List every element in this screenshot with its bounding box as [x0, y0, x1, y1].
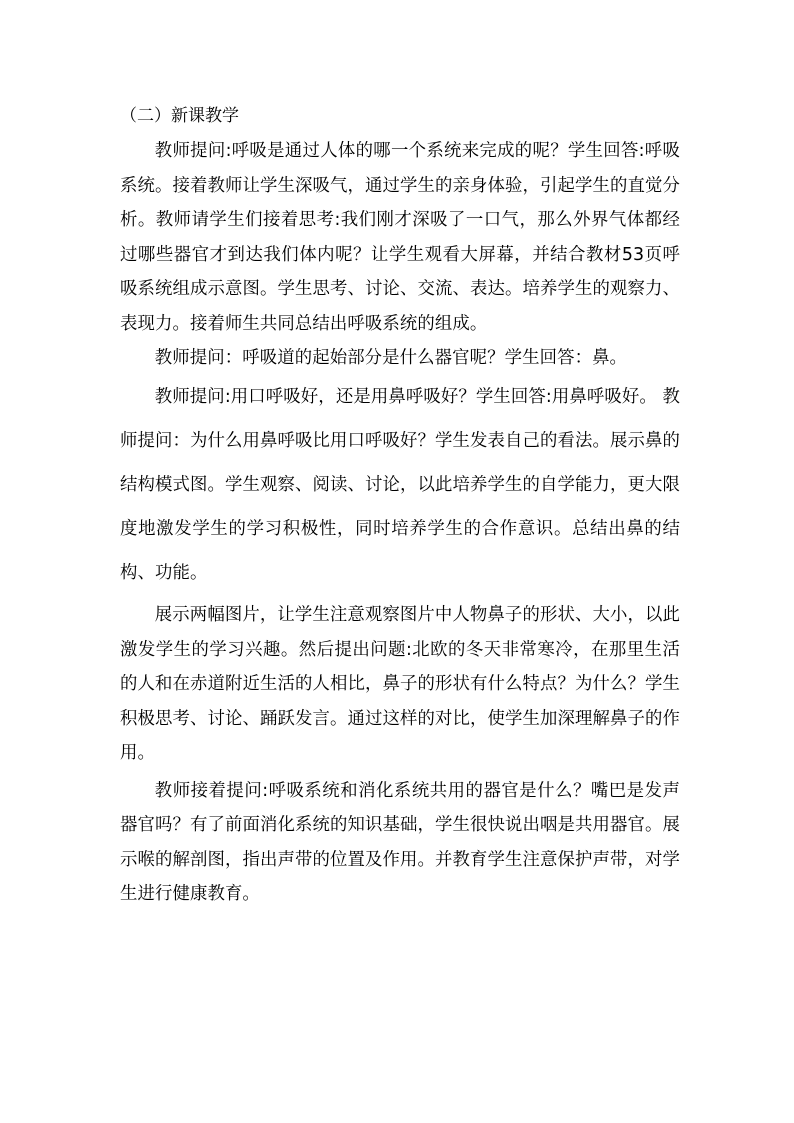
paragraph-nose-question: 教师提问：呼吸道的起始部分是什么器官呢？学生回答：鼻。 — [154, 348, 628, 368]
paragraph-nose-shape: 展示两幅图片，让学生注意观察图片中人物鼻子的形状、大小，以此激发学生的学习兴趣。然后提出问题:北欧的冬天非常寒冷，在那里生活的人和在赤道附近生活的人相比，鼻子的形状有什么特点？为什么？学生积极思考、讨论、踊跃发言。通过这样的对比，使学生加深理解鼻子的作用。 — [120, 605, 680, 763]
document-body — [120, 98, 680, 912]
paragraph-nose-breathing: 教师提问:用口呼吸好，还是用鼻呼吸好？学生回答:用鼻呼吸好。 教师提问：为什么用鼻呼吸比用口呼吸好？学生发表自己的看法。展示鼻的结构模式图。学生观察、阅读、讨论，以此培养学生的自学能力，更大限度地激发学生的学习积极性，同时培养学生的合作意识。总结出鼻的结构、功能。 — [120, 387, 680, 583]
paragraph-pharynx-larynx: 教师接着提问:呼吸系统和消化系统共用的器官是什么？嘴巴是发声器官吗？有了前面消化系统的知识基础，学生很快说出咽是共用器官。展示喉的解剖图，指出声带的位置及作用。并教育学生注意保护声带，对学生进行健康教育。 — [120, 780, 680, 904]
section-heading: （二）新课教学 — [120, 106, 239, 126]
paragraph-respiratory-system: 教师提问:呼吸是通过人体的哪一个系统来完成的呢？学生回答:呼吸系统。接着教师让学生深吸气，通过学生的亲身体验，引起学生的直觉分析。教师请学生们接着思考:我们刚才深吸了一口气，那么外界气体都经过哪些器官才到达我们体内呢？让学生观看大屏幕，并结合教材53页呼吸系统组成示意图。学生思考、讨论、交流、表达。培养学生的观察力、表现力。接着师生共同总结出呼吸系统的组成。 — [120, 141, 680, 334]
